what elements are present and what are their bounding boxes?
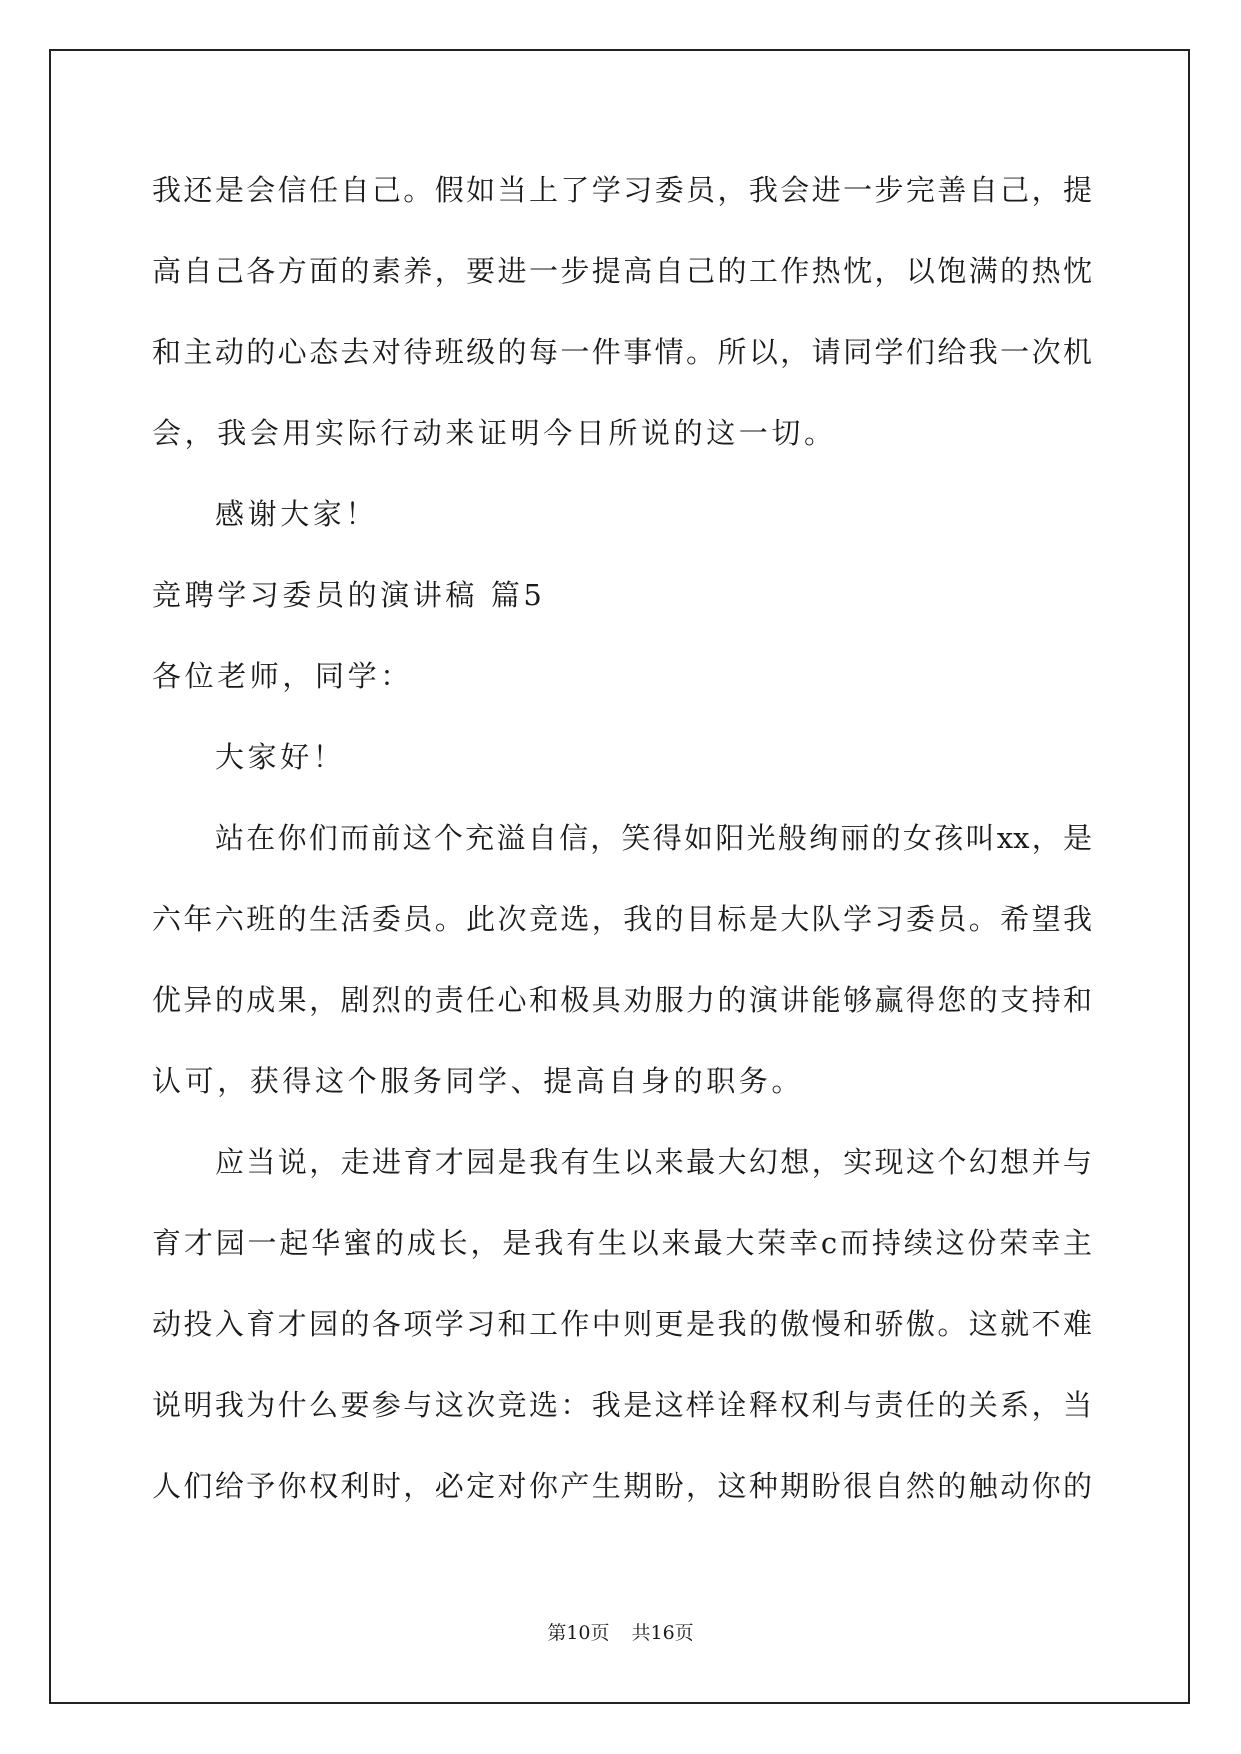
salutation: 各位老师，同学： — [152, 659, 413, 693]
section-title: 竞聘学习委员的演讲稿 篇5 — [152, 578, 546, 612]
text-line: 和主动的心态去对待班级的每一件事情。所以，请同学们给我一次机 — [152, 335, 1092, 369]
text-line: 我还是会信任自己。假如当上了学习委员，我会进一步完善自己，提 — [152, 173, 1092, 207]
text-line: 六年六班的生活委员。此次竞选，我的目标是大队学习委员。希望我 — [152, 902, 1092, 936]
page-number: 第10页 — [547, 1622, 610, 1644]
document-body — [152, 160, 1092, 1537]
text-line: 高自己各方面的素养，要进一步提高自己的工作热忱，以饱满的热忱 — [152, 254, 1092, 288]
page-footer — [0, 1618, 1241, 1645]
text-line: 会，我会用实际行动来证明今日所说的这一切。 — [152, 416, 837, 450]
text-line: 人们给予你权利时，必定对你产生期盼，这种期盼很自然的触动你的 — [152, 1469, 1092, 1503]
text-line: 站在你们而前这个充溢自信，笑得如阳光般绚丽的女孩叫xx，是 — [215, 821, 1092, 855]
text-line: 优异的成果，剧烈的责任心和极具劝服力的演讲能够赢得您的支持和 — [152, 983, 1092, 1017]
text-line: 育才园一起华蜜的成长，是我有生以来最大荣幸c而持续这份荣幸主 — [152, 1226, 1092, 1260]
text-line: 应当说，走进育才园是我有生以来最大幻想，实现这个幻想并与 — [215, 1145, 1092, 1179]
closing-thanks: 感谢大家！ — [215, 497, 379, 531]
text-line: 动投入育才园的各项学习和工作中则更是我的傲慢和骄傲。这就不难 — [152, 1307, 1092, 1341]
text-line: 说明我为什么要参与这次竞选：我是这样诠释权利与责任的关系，当 — [152, 1388, 1092, 1422]
greeting: 大家好！ — [215, 740, 346, 774]
page-total: 共16页 — [631, 1622, 694, 1644]
text-line: 认可，获得这个服务同学、提高自身的职务。 — [152, 1064, 805, 1098]
